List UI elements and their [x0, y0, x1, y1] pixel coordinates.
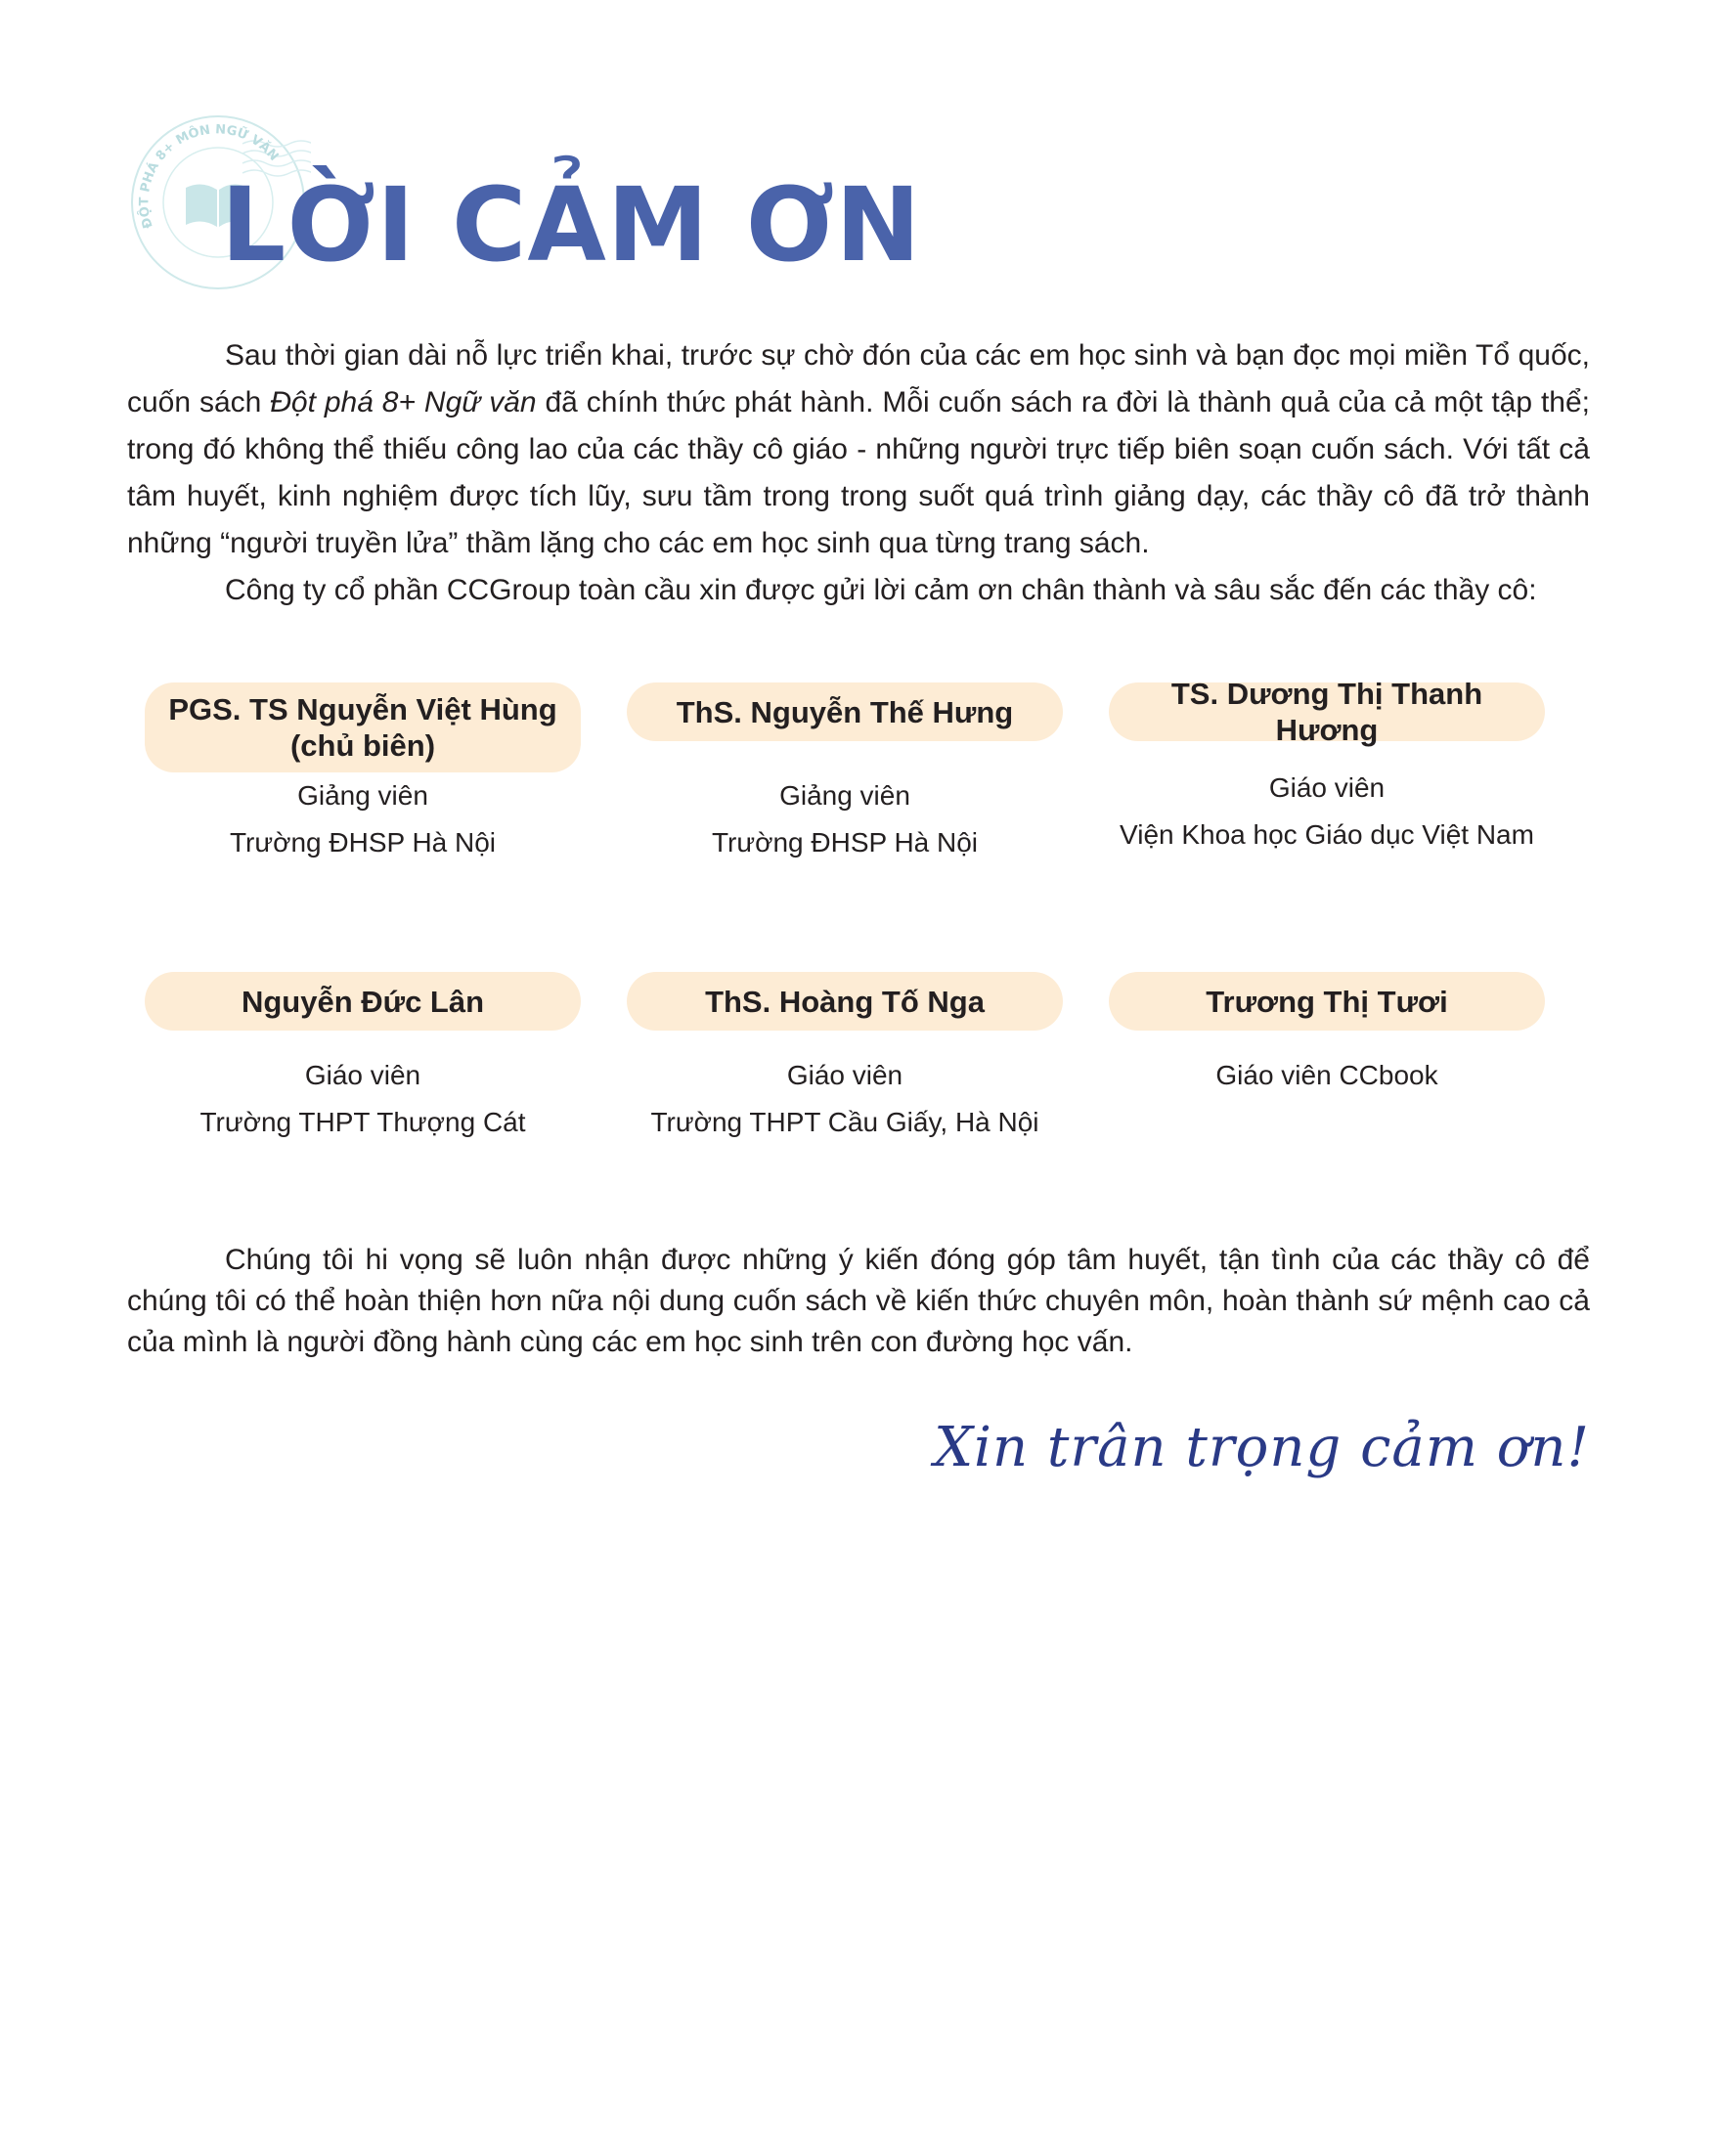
- contributor-role: Giảng viên: [779, 780, 910, 811]
- closing-paragraph: Chúng tôi hi vọng sẽ luôn nhận được những ý kiến đóng góp tâm huyết, tận tình của các thầy cô để chúng tôi có thể hoàn thiện hơn nữa nội dung cuốn sách về kiến thức chuyên môn, hoàn thành sứ mệnh cao cả của mình là người đồng hành cùng các em học sinh trên con đường học vấn.: [127, 1244, 1590, 1358]
- intro-text-end: đã chính thức phát hành. Mỗi cuốn sách ra đời là thành quả của cả một tập thể; trong đó không thể thiếu công lao của các thầy cô giáo - những người trực tiếp biên soạn cuốn sách. Với tất cả tâm huyết, kinh nghiệm được tích lũy, sưu tầm trong trong suốt quá trình giảng dạy, các thầy cô đã trở thành những “người truyền lửa” thầm lặng cho các em học sinh qua từng trang sách.: [127, 386, 1590, 559]
- contributor-name: TS. Dương Thị Thanh Hương: [1170, 677, 1483, 747]
- stamp-ring-text: ĐỘT PHÁ 8+ MÔN NGỮ VĂN: [137, 122, 282, 231]
- contributor-role: Giáo viên: [304, 1060, 421, 1090]
- contributor-note: (chủ biên): [289, 728, 436, 763]
- contributor-card: [1109, 677, 1545, 858]
- intro-text-start: Sau thời gian dài nỗ lực triển khai, trước sự chờ đón của các em học sinh và bạn đọc mọi miền Tổ quốc, cuốn sách: [127, 339, 1590, 418]
- contributor-org: Trường ĐHSP Hà Nội: [711, 827, 979, 858]
- contributor-name: Nguyễn Đức Lân: [241, 984, 485, 1019]
- contributor-name-pill: [1109, 972, 1545, 1031]
- contributor-name-pill: [145, 682, 581, 772]
- contributor-card: [145, 682, 581, 866]
- contributor-role: Giáo viên: [786, 1060, 903, 1090]
- contributor-name: ThS. Hoàng Tố Nga: [705, 984, 985, 1019]
- thanks-paragraph: Công ty cổ phần CCGroup toàn cầu xin được gửi lời cảm ơn chân thành và sâu sắc đến các thầy cô:: [225, 574, 1537, 606]
- page-title: LỜI CẢM ƠN: [221, 165, 922, 285]
- contributor-name-pill: [1109, 677, 1545, 747]
- signoff-text: Xin trân trọng cảm ơn!: [934, 1416, 1590, 1479]
- book-title: Đột phá 8+ Ngữ văn: [270, 386, 537, 418]
- contributor-name: Trương Thị Tươi: [1206, 984, 1448, 1019]
- contributor-card: [627, 972, 1063, 1146]
- contributor-org: Viện Khoa học Giáo dục Việt Nam: [1120, 819, 1534, 850]
- contributor-card: [1109, 972, 1545, 1099]
- contributor-name: PGS. TS Nguyễn Việt Hùng: [168, 692, 557, 726]
- contributor-name: ThS. Nguyễn Thế Hưng: [676, 694, 1014, 729]
- contributor-org: Trường THPT Cầu Giấy, Hà Nội: [650, 1107, 1039, 1137]
- contributor-org: Trường ĐHSP Hà Nội: [229, 827, 497, 858]
- contributor-card: [627, 682, 1063, 866]
- contributor-name-pill: [145, 972, 581, 1031]
- contributor-org: Trường THPT Thượng Cát: [199, 1107, 526, 1137]
- intro-paragraph: [127, 332, 1590, 567]
- contributor-role: Giáo viên CCbook: [1215, 1060, 1438, 1090]
- contributor-name-pill: [627, 972, 1063, 1031]
- contributor-role: Giáo viên: [1268, 772, 1386, 803]
- contributor-name-pill: [627, 682, 1063, 741]
- contributor-role: Giảng viên: [297, 780, 428, 811]
- contributor-card: [145, 972, 581, 1146]
